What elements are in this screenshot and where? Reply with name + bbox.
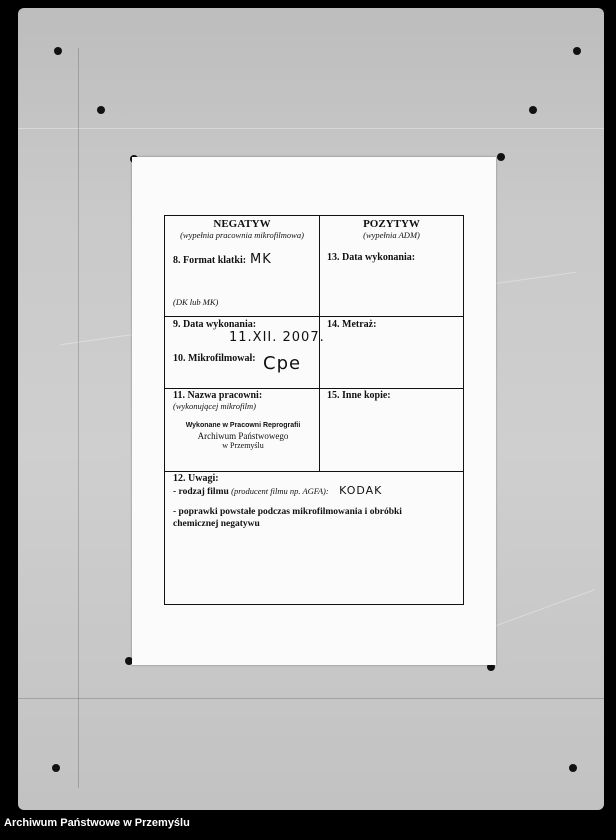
field-8-note: (DK lub MK) [173, 297, 219, 307]
corner-pin [97, 106, 105, 114]
pozytyw-header: POZYTYW [363, 218, 420, 230]
remark-film-type: - rodzaj filmu (producent filmu np. AGFA): KODAK [173, 484, 383, 497]
corner-pin [52, 764, 60, 772]
field-8-value: MK [250, 252, 272, 267]
remark-corrections-line2: chemicznej negatywu [173, 519, 260, 529]
archive-footer: Archiwum Państwowe w Przemyślu [4, 817, 190, 829]
field-12-label: 12. Uwagi: [173, 473, 219, 484]
corner-pin [497, 153, 505, 161]
field-11-label: 11. Nazwa pracowni: [173, 390, 263, 401]
field-8-label: 8. Format klatki: [173, 255, 247, 266]
negatyw-header: NEGATYW [213, 218, 271, 230]
film-type-value: KODAK [339, 484, 383, 497]
corner-pin [569, 764, 577, 772]
field-11-subheader: (wykonującej mikrofilm) [173, 401, 257, 411]
field-10-label: 10. Mikrofilmował: [173, 353, 256, 364]
pozytyw-subheader: (wypełnia ADM) [363, 230, 420, 240]
field-10-value: Cpe [263, 353, 302, 374]
remark-corrections-line1: - poprawki powstałe podczas mikrofilmowania i obróbki [173, 507, 402, 517]
field-14-label: 14. Metraż: [327, 319, 377, 330]
corner-pin [573, 47, 581, 55]
field-9-label: 9. Data wykonania: [173, 319, 257, 330]
field-15-label: 15. Inne kopie: [327, 390, 391, 401]
microfilm-record-form [164, 215, 464, 605]
workshop-stamp: Wykonane w Pracowni Reprografii Archiwum Państwowego w Przemyślu [185, 422, 301, 450]
negatyw-subheader: (wypełnia pracownia mikrofilmowa) [180, 230, 304, 240]
corner-pin [54, 47, 62, 55]
corner-pin [529, 106, 537, 114]
field-13-label: 13. Data wykonania: [327, 252, 416, 263]
field-9-value: 11.XII. 2007. [229, 330, 325, 345]
